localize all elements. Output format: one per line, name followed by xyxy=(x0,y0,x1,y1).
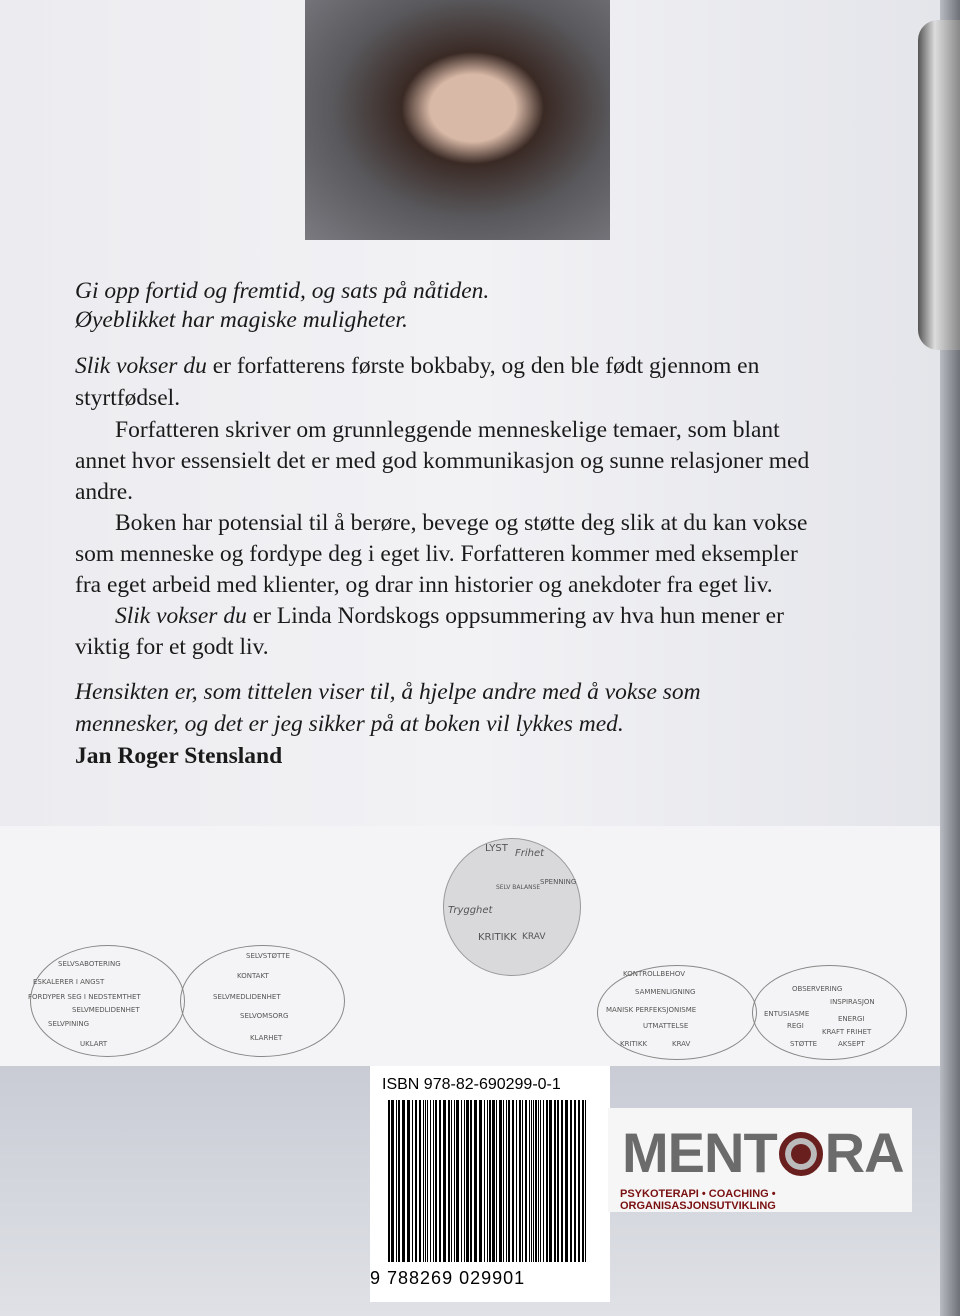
barcode-bar xyxy=(479,1100,482,1262)
barcode-bar xyxy=(454,1100,456,1262)
barcode-bar xyxy=(582,1100,583,1262)
logo-o-icon xyxy=(779,1132,823,1176)
loop-word: SELVSABOTERING xyxy=(58,960,121,968)
barcode-bar xyxy=(474,1100,477,1262)
barcode-bar xyxy=(578,1100,580,1262)
barcode-bar xyxy=(519,1100,521,1262)
barcode-bar xyxy=(583,1100,584,1262)
barcode-bar xyxy=(506,1100,508,1262)
pen xyxy=(918,20,960,350)
body-line: fra eget arbeid med klienter, og drar inn historier og anekdoter fra eget liv. xyxy=(75,572,773,598)
barcode-bar xyxy=(419,1100,421,1262)
loop-word: UTMATTELSE xyxy=(643,1022,689,1030)
loop-word: MANISK PERFEKSJONISME xyxy=(606,1006,697,1014)
body-line: Slik vokser du er Linda Nordskogs oppsummering av hva hun mener er xyxy=(115,603,784,629)
barcode-bar xyxy=(492,1100,495,1262)
barcode-bar xyxy=(557,1100,559,1262)
barcode-bar xyxy=(489,1100,491,1262)
barcode-bar xyxy=(549,1100,552,1262)
loop-word: STØTTE xyxy=(790,1040,818,1048)
publisher-tagline: PSYKOTERAPI • COACHING • ORGANISASJONSUTVIKLING xyxy=(620,1188,776,1212)
loop-word: ENERGI xyxy=(838,1015,865,1023)
barcode-bar xyxy=(554,1100,556,1262)
body-line: Forfatteren skriver om grunnleggende menneskelige temaer, som blant xyxy=(115,417,780,443)
barcode-bar xyxy=(522,1100,523,1262)
barcode-bar xyxy=(423,1100,424,1262)
wheel-center: SELV BALANSE xyxy=(496,884,541,891)
barcode-digits: 9 788269 029901 xyxy=(370,1268,526,1288)
barcode xyxy=(388,1100,588,1262)
barcode-bar xyxy=(402,1100,405,1262)
loop-word: FORDYPER SEG I NEDSTEMTHET xyxy=(28,993,141,1001)
barcode-bar xyxy=(466,1100,469,1262)
loop-word: AKSEPT xyxy=(838,1040,865,1048)
isbn-label: ISBN 978-82-690299-0-1 xyxy=(382,1076,561,1093)
barcode-bar xyxy=(430,1100,431,1262)
loop-word: SELVMEDLIDENHET xyxy=(72,1006,140,1014)
barcode-bar xyxy=(433,1100,434,1262)
wheel-word: LYST xyxy=(485,843,508,854)
barcode-bar xyxy=(398,1100,400,1262)
barcode-bar xyxy=(435,1100,438,1262)
barcode-bar xyxy=(461,1100,462,1262)
barcode-bar xyxy=(508,1100,510,1262)
loop-word: SELVOMSORG xyxy=(240,1012,289,1020)
loop-word: SELVMEDLIDENHET xyxy=(213,993,281,1001)
barcode-bar xyxy=(396,1100,398,1262)
loop-word: SELVSTØTTE xyxy=(246,952,290,960)
barcode-bar xyxy=(412,1100,414,1262)
barcode-bar xyxy=(388,1100,390,1262)
loop-word: ESKALERER I ANGST xyxy=(33,978,105,986)
barcode-bar xyxy=(487,1100,489,1262)
loop-word: KONTROLLBEHOV xyxy=(623,970,686,978)
barcode-bar xyxy=(484,1100,485,1262)
barcode-bar xyxy=(546,1100,548,1262)
barcode-bar xyxy=(585,1100,586,1262)
barcode-bar xyxy=(565,1100,568,1262)
author-photo xyxy=(305,0,610,240)
barcode-bar xyxy=(464,1100,465,1262)
publisher-logo xyxy=(608,1108,912,1212)
barcode-bar xyxy=(533,1100,534,1262)
loop-word: ENTUSIASME xyxy=(764,1010,810,1018)
body-line: annet hvor essensielt det er med god kommunikasjon og sunne relasjoner med xyxy=(75,448,810,474)
body-line: andre. xyxy=(75,479,134,505)
barcode-bar xyxy=(538,1100,539,1262)
loop-word: KLARHET xyxy=(250,1034,283,1042)
barcode-bar xyxy=(496,1100,497,1262)
barcode-bar xyxy=(439,1100,441,1262)
body-line: Slik vokser du er forfatterens første bokbaby, og den ble født gjennom en xyxy=(75,353,760,379)
wheel-word: KRAV xyxy=(522,932,546,942)
barcode-bar xyxy=(448,1100,450,1262)
loop-word: SAMMENLIGNING xyxy=(635,988,696,996)
wheel-word: SPENNING xyxy=(540,878,577,886)
barcode-bar xyxy=(407,1100,410,1262)
barcode-bar xyxy=(499,1100,502,1262)
barcode-bar xyxy=(415,1100,417,1262)
barcode-bar xyxy=(540,1100,541,1262)
barcode-bar xyxy=(525,1100,528,1262)
quote-line: Gi opp fortid og fremtid, og sats på nåtiden. xyxy=(75,278,490,304)
loop-word: SELVPINING xyxy=(48,1020,90,1028)
isbn-barcode-box xyxy=(370,1066,610,1302)
wheel-word: Trygghet xyxy=(448,905,493,916)
barcode-bar xyxy=(543,1100,545,1262)
barcode-bar xyxy=(529,1100,530,1262)
barcode-bar xyxy=(535,1100,537,1262)
loop-word: KONTAKT xyxy=(237,972,269,980)
loop-word: OBSERVERING xyxy=(792,985,843,993)
barcode-bar xyxy=(470,1100,473,1262)
body-line: styrtfødsel. xyxy=(75,385,181,411)
barcode-bar xyxy=(516,1100,517,1262)
endorsement-line: mennesker, og det er jeg sikker på at boken vil lykkes med. xyxy=(75,711,624,737)
body-line: Boken har potensial til å berøre, bevege og støtte deg slik at du kan vokse xyxy=(115,510,808,536)
wheel-word: Frihet xyxy=(515,848,545,859)
loop-word: REGI xyxy=(787,1022,804,1030)
loop-word: UKLART xyxy=(80,1040,108,1048)
publisher-name: MENT RA xyxy=(622,1121,904,1184)
barcode-bar xyxy=(443,1100,446,1262)
barcode-bar xyxy=(503,1100,504,1262)
barcode-bar xyxy=(425,1100,426,1262)
barcode-bar xyxy=(531,1100,532,1262)
endorsement-line: Hensikten er, som tittelen viser til, å hjelpe andre med å vokse som xyxy=(75,679,701,705)
barcode-bar xyxy=(561,1100,564,1262)
loop-word: KRITIKK xyxy=(620,1040,648,1048)
endorsement-author: Jan Roger Stensland xyxy=(75,743,283,769)
barcode-bar xyxy=(512,1100,514,1262)
wheel-word: KRITIKK xyxy=(478,932,517,943)
loop-word: KRAV xyxy=(672,1040,691,1048)
barcode-bar xyxy=(391,1100,394,1262)
barcode-bar xyxy=(574,1100,576,1262)
barcode-bar xyxy=(570,1100,572,1262)
loop-word: KRAFT FRIHET xyxy=(822,1028,872,1036)
body-line: som menneske og fordype deg i eget liv. Forfatteren kommer med eksempler xyxy=(75,541,798,567)
barcode-bar xyxy=(427,1100,428,1262)
loop-word: INSPIRASJON xyxy=(830,998,875,1006)
barcode-bar xyxy=(451,1100,452,1262)
barcode-bar xyxy=(456,1100,459,1262)
quote-line: Øyeblikket har magiske muligheter. xyxy=(75,307,408,333)
body-line: viktig for et godt liv. xyxy=(75,634,269,660)
